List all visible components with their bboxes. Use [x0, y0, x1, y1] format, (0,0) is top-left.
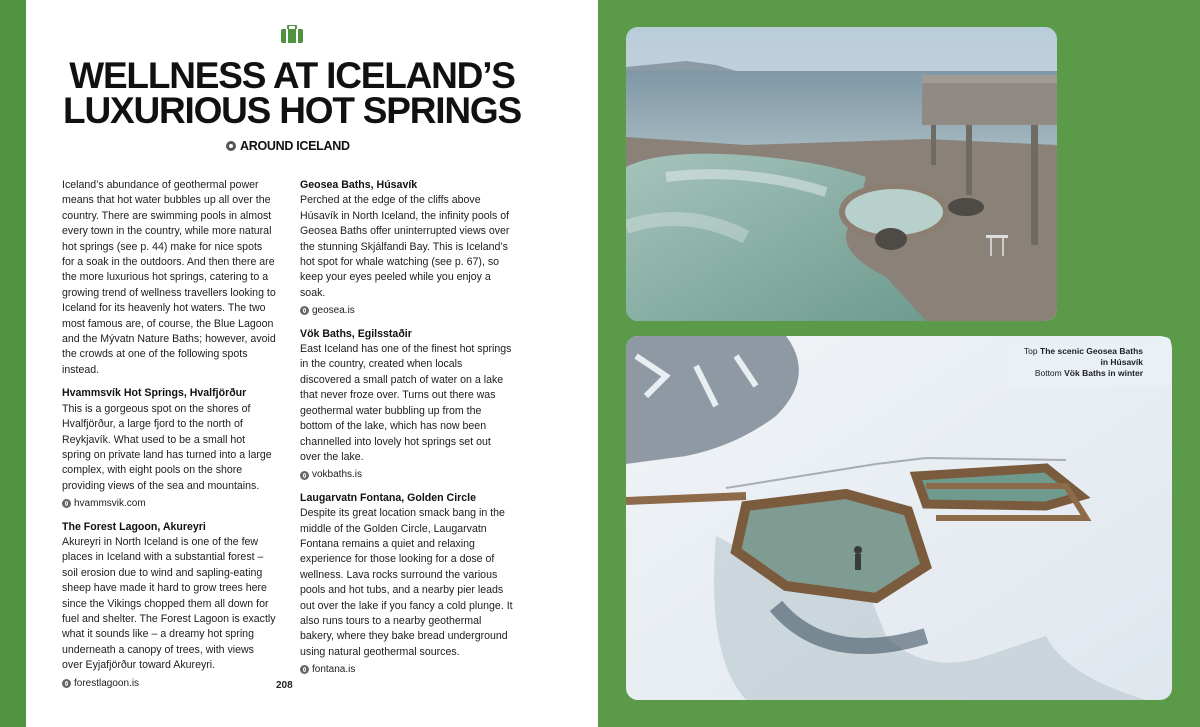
- location-pin-icon: [226, 141, 236, 151]
- photo-caption: [1003, 337, 1171, 387]
- caption-bottom-line: [1003, 368, 1171, 379]
- text-column-left: [62, 178, 276, 699]
- section-heading: Geosea Baths, Húsavík: [300, 179, 418, 191]
- website-link[interactable]: [300, 303, 514, 318]
- location-tag: [226, 138, 350, 154]
- suitcase-icon: [281, 25, 303, 43]
- website-label: geosea.is: [312, 305, 355, 317]
- section-geosea: [300, 178, 514, 319]
- website-label: forestlagoon.is: [74, 677, 140, 689]
- caption-top-line-2: [1003, 357, 1171, 368]
- page-title: [46, 55, 538, 131]
- globe-icon: [300, 665, 309, 674]
- section-heading: Vök Baths, Egilsstaðir: [300, 327, 412, 340]
- caption-top-prefix: Top: [1023, 346, 1038, 356]
- caption-bottom-prefix: Bottom: [1034, 368, 1062, 378]
- section-vok: [300, 327, 514, 483]
- section-body: This is a gorgeous spot on the shores of Hvalfjörður, a large fjord to the north of Reykjavík. What used to be a small hot spring on private land has turned into a large complex, with eight pools on the shore providing views of the sea and mountains.: [62, 402, 272, 492]
- section-body: Perched at the edge of the cliffs above Húsavík in North Iceland, the infinity pools of Geosea Baths offer uninterrupted views over the stunning Skjálfandi Bay. This is Iceland’s hot spot for whale watching (see p. 67), so keep your eyes peeled while you enjoy a soak.: [300, 194, 510, 299]
- globe-icon: [62, 499, 71, 508]
- text-column-right: [300, 178, 514, 686]
- intro-paragraph: Iceland’s abundance of geothermal power means that hot water bubbles up all over the country. There are swimming pools in almost every town in the country, while more natural hot springs (see p. 44) make for nice spots for a soak in the outdoors. And then there are the more luxurious hot springs, catering to a growing trend of wellness travellers looking to Iceland for its heavenly hot waters. The two most famous are, of course, the Blue Lagoon and the Mývatn Nature Baths; however, avoid the crowds at one of the following spots instead.: [62, 179, 276, 376]
- caption-top-text-2: in Húsavík: [1100, 357, 1143, 367]
- section-body: Despite its great location smack bang in the middle of the Golden Circle, Laugarvatn Fontana remains a quiet and relaxing experience for those looking for a dose of wellness. Lava rocks surround the various pools and hot tubs, and a nearby pier leads out over the lake if you fancy a cold plunge. It also runs tours to a nearby geothermal bakery, where they bake bread underground using natural geothermal sources.: [300, 507, 513, 658]
- section-heading: Laugarvatn Fontana, Golden Circle: [300, 491, 477, 504]
- intro-section: [62, 178, 276, 378]
- page-number: 208: [276, 680, 293, 691]
- section-heading: Hvammsvík Hot Springs, Hvalfjörður: [62, 387, 247, 400]
- left-page-edge: [0, 0, 26, 727]
- photo-geosea-baths: [626, 27, 1057, 321]
- section-body: Akureyri in North Iceland is one of the few places in Iceland with a substantial forest – soil erosion due to wind and sapling-eating sheep have made it hard to grow trees here since the Vikings chopped them all down for fuel and shelter. The Forest Lagoon is exactly what it sounds like – a dreamy hot spring underneath a canopy of trees, with views over Eyjafjörður toward Akureyri.: [62, 535, 276, 672]
- section-fontana: [300, 491, 514, 678]
- page-title-line-2: LUXURIOUS HOT SPRINGS: [63, 90, 521, 131]
- website-label: fontana.is: [312, 664, 356, 676]
- website-link[interactable]: [300, 467, 514, 482]
- caption-top-line: [1003, 346, 1171, 357]
- photo-vok-baths: [626, 336, 1172, 700]
- website-label: vokbaths.is: [312, 469, 363, 481]
- website-label: hvammsvik.com: [74, 498, 146, 510]
- section-body: East Iceland has one of the finest hot springs in the country, created when locals discovered a small patch of water on a lake that never froze over. Turns out there was geothermal water bubbling up from the bottom of the lake, which has now been channelled into lovely hot springs set out over the lake.: [300, 343, 512, 463]
- location-label: AROUND ICELAND: [240, 139, 350, 153]
- page-title-line-1: WELLNESS AT ICELAND’S: [69, 55, 515, 96]
- website-link[interactable]: [62, 496, 276, 511]
- globe-icon: [300, 471, 309, 480]
- globe-icon: [62, 679, 71, 688]
- section-heading: The Forest Lagoon, Akureyri: [62, 520, 206, 533]
- section-hvammsvik: [62, 386, 276, 511]
- globe-icon: [300, 306, 309, 315]
- caption-bottom-text: Vök Baths in winter: [1064, 368, 1143, 378]
- section-forest-lagoon: [62, 520, 276, 691]
- website-link[interactable]: [300, 662, 514, 677]
- caption-top-text: The scenic Geosea Baths: [1040, 346, 1143, 356]
- website-link[interactable]: [62, 676, 276, 691]
